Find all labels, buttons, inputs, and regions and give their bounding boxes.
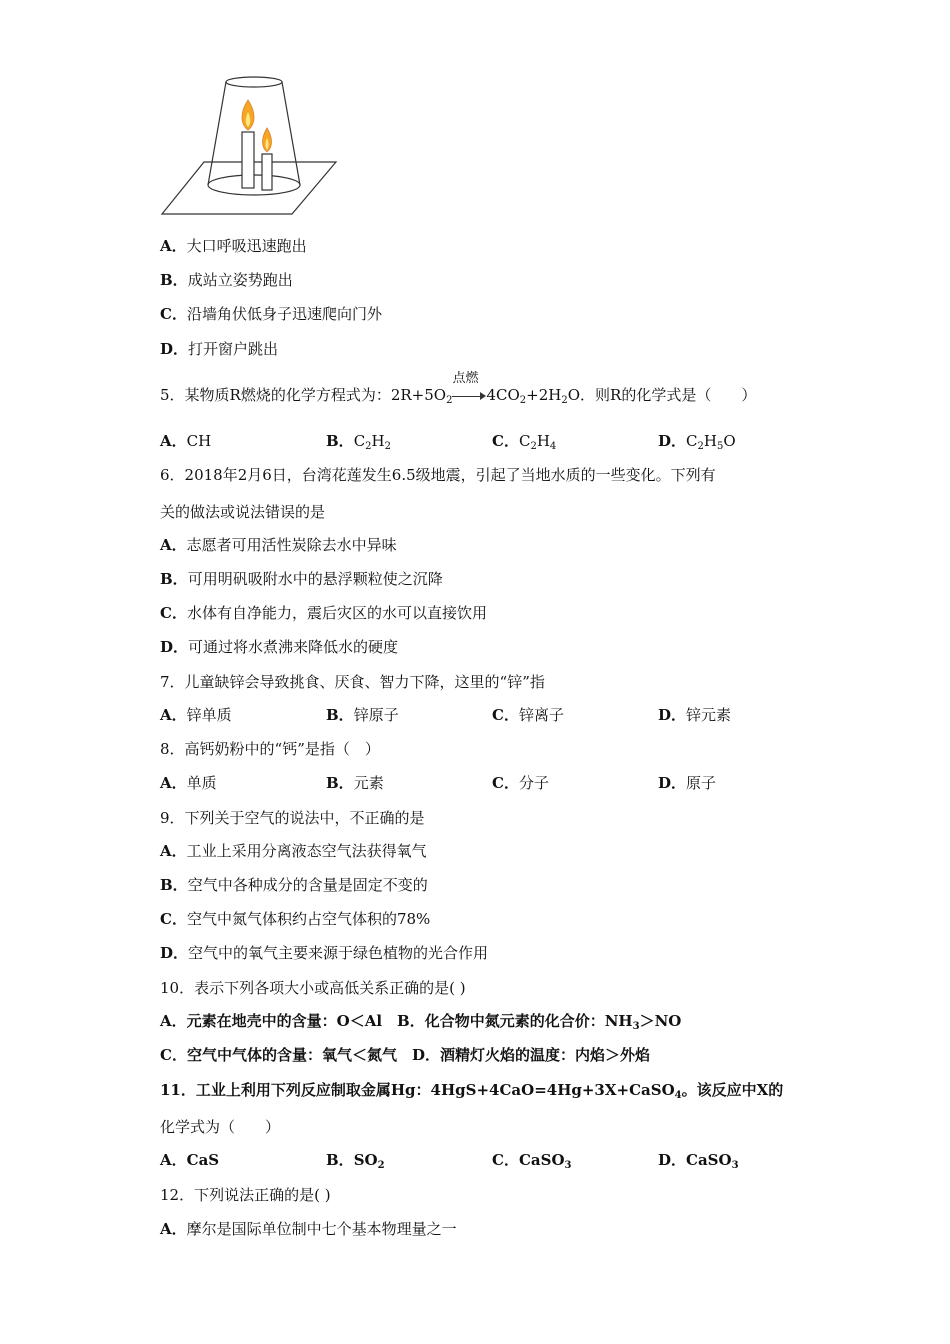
q11-stem-line1: 11．工业上利用下列反应制取金属Hg：4HgS+4CaO=4Hg+3X+CaSO$_4$。该反应中X的 — [160, 1081, 784, 1101]
q6-stem-line1: 6．2018年2月6日，台湾花莲发生6.5级地震，引起了当地水质的一些变化。下列有 — [160, 466, 716, 484]
q10-options-row1[interactable]: A．元素在地壳中的含量：O＜Al B．化合物中氮元素的化合价：$NH_3>NO$ — [160, 1012, 682, 1032]
q4-option-d[interactable]: D．打开窗户跳出 — [160, 340, 279, 358]
q6-stem-line2: 关的做法或说法错误的是 — [160, 503, 326, 521]
q8-option-d[interactable]: D．原子 — [658, 774, 717, 792]
q9-option-a[interactable]: A．工业上采用分离液态空气法获得氧气 — [160, 842, 427, 860]
q5-option-d[interactable]: D．$C_2H_5O$ — [658, 432, 736, 452]
q7-stem: 7．儿童缺锌会导致挑食、厌食、智力下降，这里的“锌”指 — [160, 673, 545, 691]
q11-option-d[interactable]: D．CaSO$_3$ — [658, 1151, 739, 1171]
q5-option-b[interactable]: B．$C_2H_2$ — [326, 432, 392, 452]
q9-stem: 9．下列关于空气的说法中，不正确的是 — [160, 809, 425, 827]
glass-left-wall — [208, 82, 226, 185]
reaction-arrow — [452, 371, 486, 403]
q9-option-d[interactable]: D．空气中的氧气主要来源于绿色植物的光合作用 — [160, 944, 489, 962]
q11-option-a[interactable]: A．CaS — [160, 1151, 220, 1169]
reaction-condition: 点燃 — [452, 371, 479, 386]
tall-candle — [242, 132, 254, 188]
glass-top — [226, 77, 282, 87]
q6-option-c[interactable]: C．水体有自净能力，震后灾区的水可以直接饮用 — [160, 604, 487, 622]
q7-option-a[interactable]: A．锌单质 — [160, 706, 232, 724]
q8-stem: 8．高钙奶粉中的“钙”是指（ ） — [160, 740, 380, 758]
q5-option-a[interactable]: A．CH — [160, 432, 212, 450]
short-candle — [262, 154, 272, 190]
q7-option-d[interactable]: D．锌元素 — [658, 706, 732, 724]
q5-option-c[interactable]: C．$C_2H_4$ — [492, 432, 557, 452]
q6-option-b[interactable]: B．可用明矾吸附水中的悬浮颗粒使之沉降 — [160, 570, 443, 588]
q9-option-c[interactable]: C．空气中氮气体积约占空气体积的78% — [160, 910, 431, 928]
q4-option-c[interactable]: C．沿墙角伏低身子迅速爬向门外 — [160, 305, 382, 323]
q10-stem: 10．表示下列各项大小或高低关系正确的是( ) — [160, 979, 466, 997]
q7-option-b[interactable]: B．锌原子 — [326, 706, 399, 724]
q6-option-d[interactable]: D．可通过将水煮沸来降低水的硬度 — [160, 638, 399, 656]
q11-option-b[interactable]: B．$SO_2$ — [326, 1151, 385, 1171]
q8-option-b[interactable]: B．元素 — [326, 774, 384, 792]
q12-option-a[interactable]: A．摩尔是国际单位制中七个基本物理量之一 — [160, 1220, 457, 1238]
q8-option-c[interactable]: C．分子 — [492, 774, 549, 792]
q9-option-b[interactable]: B．空气中各种成分的含量是固定不变的 — [160, 876, 428, 894]
q11-option-c[interactable]: C．CaSO$_3$ — [492, 1151, 572, 1171]
q6-option-a[interactable]: A．志愿者可用活性炭除去水中异味 — [160, 536, 397, 554]
q8-option-a[interactable]: A．单质 — [160, 774, 217, 792]
q11-stem-line2: 化学式为（ ） — [160, 1118, 281, 1136]
glass-right-wall — [282, 82, 300, 185]
q5-stem: 5．某物质R燃烧的化学方程式为：$2R+5O_2$ 点燃 $4CO_2+2H_2O$．则R的化学式是（ ） — [160, 371, 757, 406]
candle-experiment-figure — [160, 72, 342, 218]
q12-stem: 12．下列说法正确的是( ) — [160, 1186, 331, 1204]
q4-option-b[interactable]: B．成站立姿势跑出 — [160, 271, 293, 289]
q4-option-a[interactable]: A．大口呼吸迅速跑出 — [160, 237, 307, 255]
q7-option-c[interactable]: C．锌离子 — [492, 706, 564, 724]
q10-options-row2[interactable]: C．空气中气体的含量：氧气＜氮气 D．酒精灯火焰的温度：内焰＞外焰 — [160, 1046, 650, 1064]
